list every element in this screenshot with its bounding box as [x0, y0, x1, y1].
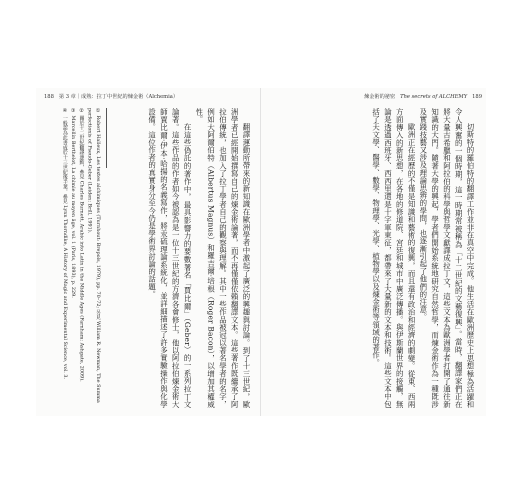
body-paragraph: 翻譯運動所帶來的新知識在歐洲學者中激起了廣泛的興趣與討論。到了十三世紀，歐洲學者已經開始撰寫自己的煉金術論著，而不再僅僅依賴翻譯文本。這些著作既繼承了阿拉伯傳統，也加入了拉丁學者自己的觀察與理解。其中一些作品被冠以著名學者的名字，例如大阿爾伯特（Albertus Magnus）和羅吉爾·培根（Roger Bacon），以增加其權威性。 — [194, 108, 251, 408]
footnotes — [46, 108, 102, 408]
right-running-head-en: The secrets of ALCHEMY — [400, 94, 468, 100]
left-page-body — [112, 108, 252, 408]
footnote: ② 關於十二世紀翻譯運動，參見 Charles Burnett, Arabic into Latin in the Middle Ages (Farnham: Ashgate, 2009). — [78, 108, 85, 382]
footnote: ① Robert Halleux, Les textes alchimiques (Turnhout: Brepols, 1979), pp. 70–72; 另見 William R. Newman, The Summa perfectionis of Pseudo-Geber (Leiden: Brill, 1991). — [86, 108, 101, 403]
body-paragraph: 切斯特的羅伯特的翻譯工作並非在真空中完成。他生活在歐洲歷史上思想極為活躍和令人興奮的一個時期，這一時期常被稱為「十二世紀的文藝復興」。當時，翻譯家們正在將大量古希臘和阿拉伯的科學與哲學文獻譯成拉丁文，這些文本為歐洲學者打開了通往新知識的大門。隨著大學的興起，學者們開始系統地研究自然哲學，而煉金術作為一種既涉及實踐技藝又涉及理論思辨的學問，也逐漸引起了他們的注意。 — [418, 108, 475, 408]
right-running-header — [364, 93, 482, 103]
footnote-rule — [106, 108, 107, 168]
left-running-head: 第 3 章｜成熟：拉丁中世紀的煉金術（Alchemia） — [58, 94, 179, 100]
book-spine — [260, 88, 261, 416]
right-page-body — [270, 108, 476, 408]
body-paragraph: 在這些偽託的著作中，最具影響力的要數署名「賈比爾」（Geber）的一系列拉丁文論著。這些作品的作者如今被認為是一位十三世紀的方濟各會修士，他以阿拉伯煉金術大師賈比爾·伊本·哈揚的名義寫作，將汞硫理論系統化，並詳細描述了許多實驗操作與化學設備。這位作者的真實身分至今仍是學術界討論的話題。 — [147, 108, 193, 408]
footnote: ④ 一般認為此書成於十三世紀後半葉，參見 Lynn Thorndike, A History of Magic and Experimental Science, vol. 3. — [61, 108, 68, 379]
left-running-header — [44, 93, 178, 103]
left-page-number: 188 — [44, 94, 54, 100]
footnote: ③ Marcellin Berthelot, La chimie au moyen âge, vol. 1 (Paris, 1893), p. 229. — [70, 108, 77, 298]
body-paragraph: 歐洲正在經歷的不僅是知識和藝術的復興，而且還有政治和經濟的劇變。從東、西兩方面傳入的新思想，在各地的修道院、宮廷和城市中廣泛傳播。與伊斯蘭世界的接觸，無論是透過西班牙、西西里還是十字軍東征，都帶來了大量新的文本和技術。這些文本中包括了天文學、醫學、數學、物理學、光學、植物學以及煉金術等領域的著作。 — [371, 108, 417, 408]
right-page-number: 189 — [472, 94, 482, 100]
right-running-head: 煉金術的祕密 — [364, 94, 396, 100]
